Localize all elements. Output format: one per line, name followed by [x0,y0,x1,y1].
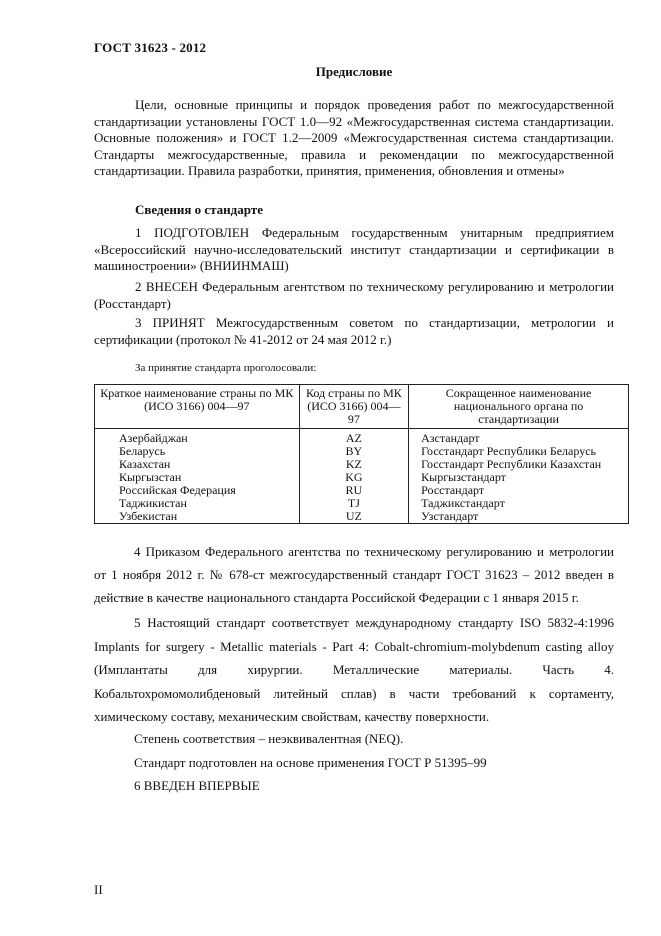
header-code: Код страны по МК (ИСО 3166) 004—97 [299,385,409,429]
table-row [95,458,629,471]
code-cell: TJ [299,497,409,510]
code-cell: KZ [299,458,409,471]
code-cell: RU [299,484,409,497]
document-code: ГОСТ 31623 - 2012 [94,40,207,55]
country-cell: Узбекистан [95,510,300,524]
body-cell: Азстандарт [409,429,629,446]
item-5-paragraph: 5 Настоящий стандарт соответствует международному стандарту ISO 5832-4:1996 Implants for surgery - Metallic materials - Part 4: Cobalt-chromium-molybdenum casting alloy (Имплантаты для хирургии. Металлические материалы. Часть 4. Кобальтохромомолибденовый литейный сплав) в части требований к сортаменту, химическому составу, механическим свойствам, качеству поверхности. [94,615,614,724]
table-row [95,484,629,497]
item-4-paragraph: 4 Приказом Федерального агентства по техническому регулированию и метрологии от 1 ноября 2012 г. № 678-ст межгосударственный стандарт ГОСТ 31623 – 2012 введен в действие в качестве национального стандарта Российской Федерации с 1 января 2015 г. [94,544,614,605]
body-cell: Росстандарт [409,484,629,497]
table-header-row [95,385,629,429]
item-introduced: 2 ВНЕСЕН Федеральным агентством по техническому регулированию и метрологии (Росстандарт) [94,279,614,311]
votes-caption: За принятие стандарта проголосовали: [135,362,317,374]
table-row [95,497,629,510]
item-6-line: 6 ВВЕДЕН ВПЕРВЫЕ [134,778,260,793]
code-cell: KG [299,471,409,484]
country-cell: Азербайджан [95,429,300,446]
code-cell: BY [299,445,409,458]
item-prepared: 1 ПОДГОТОВЛЕН Федеральным государственным унитарным предприятием «Всероссийский научно-исследовательский институт стандартизации и сертификации в машиностроении» (ВНИИНМАШ) [94,225,614,273]
country-cell: Кыргызстан [95,471,300,484]
country-cell: Российская Федерация [95,484,300,497]
body-cell: Таджикстандарт [409,497,629,510]
table-row [95,445,629,458]
body-cell: Кыргызстандарт [409,471,629,484]
body-cell: Госстандарт Республики Беларусь [409,445,629,458]
body-cell: Узстандарт [409,510,629,524]
country-cell: Беларусь [95,445,300,458]
section-title: Предисловие [315,64,393,79]
header-country: Краткое наименование страны по МК (ИСО 3166) 004—97 [95,385,300,429]
item-adopted: 3 ПРИНЯТ Межгосударственным советом по стандартизации, метрологии и сертификации (протокол № 41-2012 от 24 мая 2012 г.) [94,315,614,347]
country-cell: Таджикистан [95,497,300,510]
conformity-line: Степень соответствия – неэквивалентная (NEQ). [134,731,404,746]
basis-line: Стандарт подготовлен на основе применения ГОСТ Р 51395–99 [134,755,487,770]
code-cell: UZ [299,510,409,524]
table-row [95,471,629,484]
votes-table [94,384,629,524]
page-number: II [94,882,103,897]
table-row [95,429,629,446]
header-body: Сокращенное наименование национального органа по стандартизации [409,385,629,429]
table-row [95,510,629,524]
code-cell: AZ [299,429,409,446]
country-cell: Казахстан [95,458,300,471]
body-cell: Госстандарт Республики Казахстан [409,458,629,471]
intro-paragraph: Цели, основные принципы и порядок проведения работ по межгосударственной стандартизации установлены ГОСТ 1.0—92 «Межгосударственная система стандартизации. Основные положения» и ГОСТ 1.2—2009 «Межгосударственная система стандартизации. Стандарты межгосударственные, правила и рекомендации по межгосударственной стандартизации. Правила разработки, принятия, применения, обновления и отмены» [94,97,614,178]
info-heading: Сведения о стандарте [135,202,263,217]
